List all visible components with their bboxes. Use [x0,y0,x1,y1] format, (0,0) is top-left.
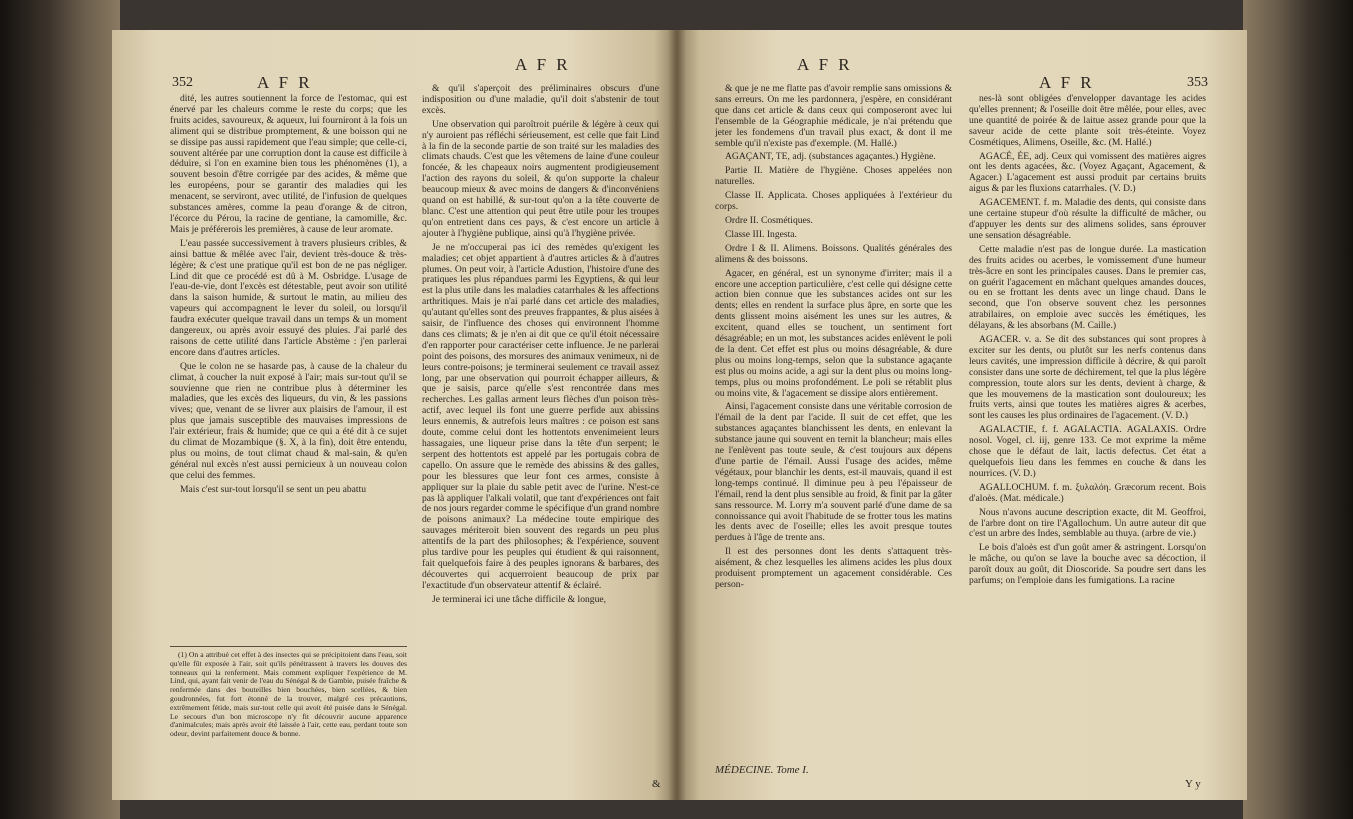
paragraph: AGALLOCHUM. f. m. ξυλαλόη. Græcorum recent. Bois d'aloès. (Mat. médicale.) [969,481,1206,504]
running-head: A F R [515,55,571,74]
footnote-rule [170,646,407,647]
book-gutter [668,30,686,800]
running-head: A F R [1039,73,1095,92]
left-page-edges [0,0,120,819]
catchword: & [652,778,661,790]
paragraph: Nous n'avons aucune description exacte, dit M. Geoffroi, de l'arbre dont on tire l'Agallochum. Un autre auteur dit que c'est un arbre des Indes, semblable au thuya. (arbre de vie.) [969,506,1206,540]
paragraph: AGALACTIE, f. f. AGALACTIA. AGALAXIS. Ordre nosol. Vogel, cl. iij, genre 133. Ce mot exprime la même chose que le défaut de lait, lactis defectus. Cet état a quelquefois lieu dans les femmes en couche & dans les nourrices. (V. D.) [969,424,1206,479]
paragraph: Ordre I & II. Alimens. Boissons. Qualités générales des alimens & des boissons. [715,242,952,265]
paragraph: AGAÇANT, TE, adj. (substances agaçantes.) Hygiène. [725,151,936,163]
paragraph: Je ne m'occuperai pas ici des remèdes qu'exigent les maladies; cet objet appartient à d'autres articles & à d'autres plumes. On peut voir, à l'article Adustion, l'histoire d'une des pratiques les plus répandues parmi les Egyptiens, & qui leur est la plus utile dans les maladies catarrhales & les affections arthritiques. Mais je n'ai parlé dans cet article des maladies, qu'autant qu'elles sont des preuves frappantes, & plus aisées à saisir, de l'influence des choses qui environnent l'homme dans ces climats; & je n'en ai dit que ce qu'il étoit nécessaire d'en rapporter pour caractériser cette influence. Je ne parlerai point des poisons, des morsures des animaux venimeux, ni de leurs contre-poisons; je terminerai seulement ce travail assez long, par une observation qui pourroit échapper ailleurs, & que je saisis, parce qu'elle s'est rencontrée dans mes recherches. Les gallas arment leurs flèches d'un poison très-actif, avec lequel ils font une guerre perfide aux abissins leurs ennemis, & autrefois leurs maîtres : ce poison est sans doute, comme celui dont les hottentots envenimeient leurs hassagaies, une liqueur prise dans la tête d'un serpent; le serpent des hottentots est appelé par les portugais cobra de capello. On assure que le remède des abissins & des galles, pour les blessures que leur font ces armes, consiste à appliquer sur la plaie du sable petit avec de l'urine. N'est-ce pas là appliquer l'alkali volatil, que tant d'expériences ont fait de nos jours regarder comme le spécifique d'un grand nombre de poisons animaux? La médecine toute empirique des sauvages mériteroit bien souvent des regards un peu plus attentifs de la part des philosophes; & l'expérience, souvent plus tardive pour les peuples qui étudient & qui raisonnent, fait quelquefois faire à des peuples ignorans & barbares, des découvertes qui acquerroient beaucoup de prix par l'exactitude d'un observateur attentif & éclairé. [422,241,659,591]
paragraph: Mais c'est sur-tout lorsqu'il se sent un peu abattu [180,483,367,495]
text-column [969,94,1206,774]
catchword: Y y [1185,778,1201,790]
text-column [170,94,407,640]
paragraph: Ordre II. Cosmétiques. [725,214,813,226]
running-head: A F R [257,73,313,92]
footnote-text: (1) On a attribué cet effet à des insectes qui se précipitoient dans l'eau, soit qu'elle fût exposée à l'air, soit qu'ils pénétrassent à travers les douves des tonneaux qui la renferment. Mais comment expliquer l'expérience de M. Lind, qui, ayant fait venir de l'eau du Sénégal & de Gambie, puisée fraîche & renfermée dans des bouteilles bien bouchées, bien scellées, & bien goudronnées, fut fort étonné de la trouver, malgré ces précautions, extrêmement fétide, mais sur-tout celle qui avoit été puisée dans le Sénégal. Le secours d'un bon microscope n'y fit découvrir aucune apparence d'animalcules; mais après avoir été laissée à l'air, cette eau, perdant toute son odeur, devint parfaitement douce & bonne. [170,651,407,739]
paragraph: AGACEMENT. f. m. Maladie des dents, qui consiste dans une certaine stupeur d'où résulte la difficulté de mâcher, ou d'appuyer les dents sur des alimens solides, sans éprouver une sensation désagréable. [969,197,1206,241]
paragraph: Une observation qui paroîtroit puérile & légère à ceux qui n'y auroient pas réfléchi sérieusement, est celle que fait Lind à la fin de la seconde partie de son traité sur les maladies des climats chauds. C'est que les vêtemens de laine d'une couleur foncée, & les chapeaux noirs augmentent prodigieusement l'action des rayons du soleil, & qu'on supporte la chaleur beaucoup mieux & avec moins de dangers & d'inconvéniens quand on est habillé, & sur-tout qu'on a la tête couverte de blanc. C'est une attention qui peut être utile pour les troupes qu'on entretient dans ces pays, & c'est encore un article à ajouter à l'hygiène publique, ainsi qu'à l'hygiène privée. [422,118,659,239]
right-page [677,30,1247,800]
paragraph: Partie II. Matière de l'hygiène. Choses appelées non naturelles. [715,165,952,188]
right-page-edges [1243,0,1353,819]
paragraph: Classe II. Applicata. Choses appliquées à l'extérieur du corps. [715,190,952,213]
running-head: A F R [797,55,853,74]
signature-line: MÉDECINE. Tome I. [715,764,809,776]
paragraph: Que le colon ne se hasarde pas, à cause de la chaleur du climat, à coucher la nuit exposé à l'air; mais sur-tout qu'il se souvienne que rien ne contribue plus à déterminer les maladies, que les excès des liqueurs, du vin, & les passions vives; que, venant de se livrer aux plaisirs de l'amour, il est plus que jamais susceptible des mauvaises impressions de l'air extérieur, frais & humide; que ce qui a été dit à ce sujet du climat de Mozambique (§. X, à la fin), doit être entendu, plus ou moins, de tout climat chaud & mal-sain, & qu'en général nul excès n'est aussi pernicieux à un nouveau colon que celui des femmes. [170,360,407,481]
page-number: 353 [1187,75,1208,90]
paragraph: dité, les autres soutiennent la force de l'estomac, qui est énervé par les chaleurs comme le reste du corps; que les fruits acides, savoureux, & aqueux, lui fourniront à la fois un aliment qui se distribue promptement, & une boisson qui ne se dissipe pas aussi rapidement que l'eau simple; que celle-ci, souvent altérée par une corruption dont la cause est difficile à déduire, si l'on en examine bien tous les phénomènes (1), a souvent besoin d'être corrigée par des acides, & même que les européens, pour se garantir des maladies qui les menacent, se serviront, avec utilité, de l'infusion de quelques substances amères, comme la peau d'orange & de citron, l'écorce du Pérou, la racine de gentiane, la camomille, &c. Mais je préférerois les premières, à cause de leur aromate. [170,94,407,235]
paragraph: AGACÉ, ÉE, adj. Ceux qui vomissent des matières aigres ont les dents agacées, &c. (Voyez Agaçant, Agacement, & Agacer.) L'agacement est aussi produit par certains bruits aigus & par les fluxions catarrhales. (V. D.) [969,150,1206,195]
text-column [715,84,952,759]
paragraph: Le bois d'aloès est d'un goût amer & astringent. Lorsqu'on le mâche, ou qu'on se lave la bouche avec sa décoction, il paroît doux au goût, dit Dioscoride. Sa poudre sert dans les parfums; on l'emploie dans les fumigations. La racine [969,542,1206,587]
paragraph: Je terminerai ici une tâche difficile & longue, [432,593,607,605]
page-number: 352 [172,75,193,90]
paragraph: & qu'il s'aperçoit des préliminaires obscurs d'une indisposition ou d'une maladie, qu'il doit s'abstenir de tout excès. [422,84,659,116]
paragraph: & que je ne me flatte pas d'avoir remplie sans omissions & sans erreurs. On me les pardonnera, j'espère, en considérant que dans cet article & dans ceux qui composeront avec lui l'ensemble de la Géographie médicale, je n'ai prétendu que jeter les fondemens d'un travail plus exact, & dont il me semble qu'il n'existe pas d'exemple. (M. Hallé.) [715,84,952,149]
left-page [112,30,677,800]
paragraph: Classe III. Ingesta. [725,228,797,240]
footnote [170,651,407,775]
paragraph: Cette maladie n'est pas de longue durée. La mastication des fruits acides ou acerbes, le vomissement d'une humeur très-âcre en sont les principales causes. Dans le premier cas, on guérit l'agacement en mâchant quelques amandes douces, ou en se frottant les dents avec un linge chaud. Dans le second, que l'on observe souvent chez les personnes atrabilaires, on emploie avec succès les émétiques, les délayans, & les absorbans (M. Caille.) [969,243,1206,332]
paragraph: nes-là sont obligées d'envelopper davantage les acides qu'elles prennent; & l'oseille doit être mêlée, pour elles, avec une quantité de poirée & de laitue assez grande pour que la saveur acide de cette plante soit très-éteinte. Voyez Cosmétiques, Alimens, Oseille, &c. (M. Hallé.) [969,94,1206,148]
paragraph: Agacer, en général, est un synonyme d'irriter; mais il a encore une acception particulière, c'est celle qui désigne cette action bien connue que les substances acides ont sur les dents; elles en rendent la surface plus âpre, en sorte que les dents glissent moins aisément les unes sur les autres, & excitent, quand elles se touchent, un sentiment fort désagréable; en un mot, les substances acides enlèvent le poli de la dent. Cet effet est plus ou moins désagréable, & dure plus ou moins long-temps, selon que la substance agaçante est plus ou moins acide, a agi sur la dent plus ou moins long-temps, plus ou moins profondément. Le poli se rétablit plus ou moins vite, & l'agacement se dissipe alors entièrement. [715,267,952,399]
paragraph: AGACER. v. a. Se dit des substances qui sont propres à exciter sur les dents, ou plutôt sur les nerfs contenus dans leurs cavités, une impression difficile à décrire, & qui paroît consister dans une sorte de déchirement, tel que la plus légère compression, toute alors sur les dents, devient à charge, & que les mouvemens de la mastication sont douloureux; les fruits verts, ainsi que toutes les matières aigres & acerbes, sont les causes les plus ordinaires de l'agacement. (V. D.) [969,334,1206,422]
paragraph: L'eau passée successivement à travers plusieurs cribles, & ainsi battue & mêlée avec l'air, devient très-douce & très-légère; & c'est une pratique qu'il est bon de ne pas négliger. Lind dit que ce procédé est dû à M. Osbridge. L'usage de l'eau-de-vie, dont l'excès est détestable, peut avoir son utilité dans la saison humide, & surtout le matin, au milieu des vapeurs qui accompagnent le lever du soleil, ou lorsqu'il faudra exécuter quelque travail dans un temps & un moment dangereux, ou après avoir essuyé des pluies. J'ai parlé des raisons de cette utilité dans l'article Abstème : j'en parlerai encore dans d'autres articles. [170,237,407,358]
paragraph: Il est des personnes dont les dents s'attaquent très-aisément, & chez lesquelles les alimens acides les plus doux produisent promptement un agacement considérable. Ces person- [715,546,952,590]
text-column [422,84,659,774]
paragraph: Ainsi, l'agacement consiste dans une véritable corrosion de l'émail de la dent par l'acide. Il suit de cet effet, que les substances agaçantes blanchissent les dents, en enlevant la substance jaune qui souvent en ternit la blancheur; mais elles ne l'enlèvent pas toute seule, & c'est toujours aux dépens d'une partie de l'émail. Aussi l'usage des acides, même végétaux, pour blanchir les dents, est-il mauvais, quand il est long-temps continué. Il diminue peu à peu l'épaisseur de l'émail, rend la dent plus sensible au froid, & finit par la gâter sans ressource. M. Lorry m'a souvent parlé d'une dame de sa connoissance qui avoit l'habitude de se frotter tous les matins les dents avec de l'oseille; elles les avoit presque toutes perdues à l'âge de trente ans. [715,401,952,544]
